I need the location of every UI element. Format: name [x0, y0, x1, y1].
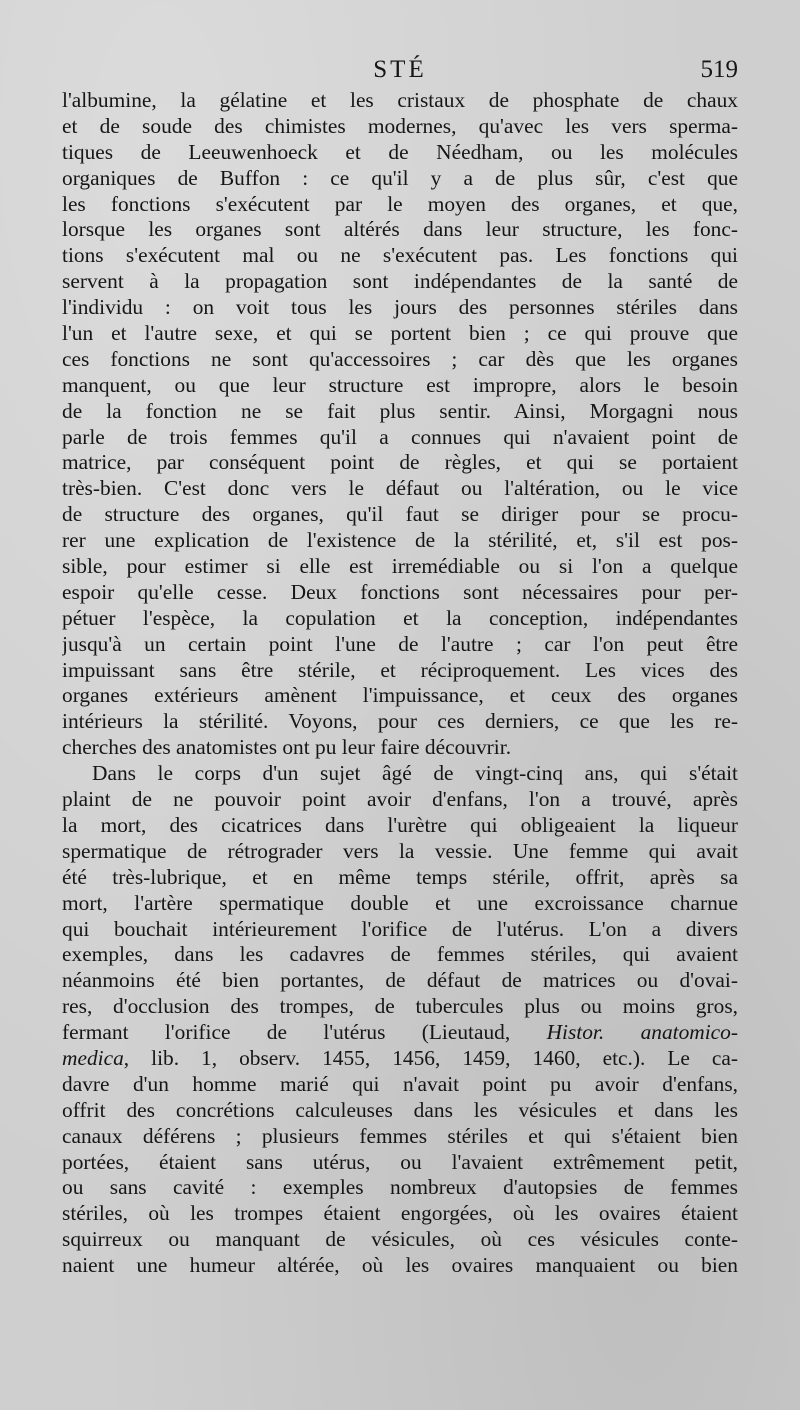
- text-line: offrit des concrétions calculeuses dans les vésicules et dans les: [62, 1097, 738, 1122]
- text-line: canaux déférens ; plusieurs femmes stériles et qui s'étaient bien: [62, 1123, 738, 1148]
- text-line: impuissant sans être stérile, et réciproquement. Les vices des: [62, 657, 738, 682]
- paragraph-2-lines-a: [62, 761, 738, 1020]
- text-line: très-bien. C'est donc vers le défaut ou l'altération, ou le vice: [62, 476, 738, 501]
- text-line: l'individu : on voit tous les jours des personnes stériles dans: [62, 295, 738, 320]
- paragraph-2-lines-b: [62, 1072, 738, 1279]
- text-line: jusqu'à un certain point l'une de l'autre ; car l'on peut être: [62, 631, 738, 656]
- text-line: manquent, ou que leur structure est impropre, alors le besoin: [62, 372, 738, 397]
- text-line: Dans le corps d'un sujet âgé de vingt-cinq ans, qui s'était: [92, 761, 738, 786]
- text-line: les fonctions s'exécutent par le moyen des organes, et que,: [62, 191, 738, 216]
- text-line: intérieurs la stérilité. Voyons, pour ces derniers, ce que les re-: [62, 709, 738, 734]
- page-number: 519: [700, 56, 738, 83]
- text-line: pétuer l'espèce, la copulation et la conception, indépendantes: [62, 605, 738, 630]
- text-line: plaint de ne pouvoir point avoir d'enfans, l'on a trouvé, après: [62, 787, 738, 812]
- citation-suffix: , lib. 1, observ. 1455, 1456, 1459, 1460, etc.). Le ca-: [123, 1045, 738, 1070]
- text-line: ou sans cavité : exemples nombreux d'autopsies de femmes: [62, 1175, 738, 1200]
- text-line: l'un et l'autre sexe, et qui se portent bien ; ce qui prouve que: [62, 321, 738, 346]
- text-line: servent à la propagation sont indépendantes de la santé de: [62, 269, 738, 294]
- citation-prefix: fermant l'orifice de l'utérus (Lieutaud,: [62, 1020, 511, 1045]
- text-line: stériles, où les trompes étaient engorgées, où les ovaires étaient: [62, 1201, 738, 1226]
- text-line: matrice, par conséquent point de règles, et qui se portaient: [62, 450, 738, 475]
- text-line: parle de trois femmes qu'il a connues qui n'avaient point de: [62, 424, 738, 449]
- text-line: de la fonction ne se fait plus sentir. Ainsi, Morgagni nous: [62, 398, 738, 423]
- text-line: portées, étaient sans utérus, ou l'avaient extrêmement petit,: [62, 1149, 738, 1174]
- text-line: organes extérieurs amènent l'impuissance, et ceux des organes: [62, 683, 738, 708]
- text-line: naient une humeur altérée, où les ovaires manquaient ou bien: [62, 1253, 738, 1278]
- text-line: lorsque les organes sont altérés dans leur structure, les fonc-: [62, 217, 738, 242]
- text-line-citation-1: [62, 1020, 738, 1046]
- text-line: organiques de Buffon : ce qu'il y a de plus sûr, c'est que: [62, 165, 738, 190]
- text-line: espoir qu'elle cesse. Deux fonctions sont nécessaires pour per-: [62, 579, 738, 604]
- text-line: la mort, des cicatrices dans l'urètre qui obligeaient la liqueur: [62, 812, 738, 837]
- text-line: cherches des anatomistes ont pu leur faire découvrir.: [62, 735, 512, 760]
- paragraph-2: [62, 761, 738, 1279]
- text-line: qui bouchait intérieurement l'orifice de l'utérus. L'on a divers: [62, 916, 738, 941]
- text-line: tiques de Leeuwenhoeck et de Néedham, ou les molécules: [62, 139, 738, 164]
- page-header: [62, 56, 738, 90]
- text-line: néanmoins été bien portantes, de défaut de matrices ou d'ovai-: [62, 968, 738, 993]
- text-line: sible, pour estimer si elle est irremédiable ou si l'on a quelque: [62, 554, 738, 579]
- text-line: res, d'occlusion des trompes, de tubercules plus ou moins gros,: [62, 994, 738, 1019]
- text-line: davre d'un homme marié qui n'avait point pu avoir d'enfans,: [62, 1071, 738, 1096]
- text-line: mort, l'artère spermatique double et une excroissance charnue: [62, 890, 738, 915]
- citation-title-part-2: medica: [62, 1045, 124, 1070]
- text-line: de structure des organes, qu'il faut se diriger pour se procu-: [62, 502, 738, 527]
- text-line: spermatique de rétrograder vers la vessie. Une femme qui avait: [62, 838, 738, 863]
- running-head: STÉ: [373, 56, 427, 83]
- text-line-citation-2: [62, 1046, 738, 1072]
- citation-title-part-1: Histor. anatomico-: [546, 1020, 738, 1045]
- text-line: et de soude des chimistes modernes, qu'avec les vers sperma-: [62, 113, 738, 138]
- text-line: l'albumine, la gélatine et les cristaux de phosphate de chaux: [62, 88, 738, 112]
- body-text: [62, 88, 738, 1279]
- text-line: été très-lubrique, et en même temps stérile, offrit, après sa: [62, 864, 738, 889]
- text-line: squirreux ou manquant de vésicules, où ces vésicules conte-: [62, 1227, 738, 1252]
- text-line: exemples, dans les cadavres de femmes stériles, qui avaient: [62, 942, 738, 967]
- text-line: rer une explication de l'existence de la stérilité, et, s'il est pos-: [62, 528, 738, 553]
- text-line: ces fonctions ne sont qu'accessoires ; car dès que les organes: [62, 346, 738, 371]
- text-line: tions s'exécutent mal ou ne s'exécutent pas. Les fonctions qui: [62, 243, 738, 268]
- paragraph-1: [62, 88, 738, 761]
